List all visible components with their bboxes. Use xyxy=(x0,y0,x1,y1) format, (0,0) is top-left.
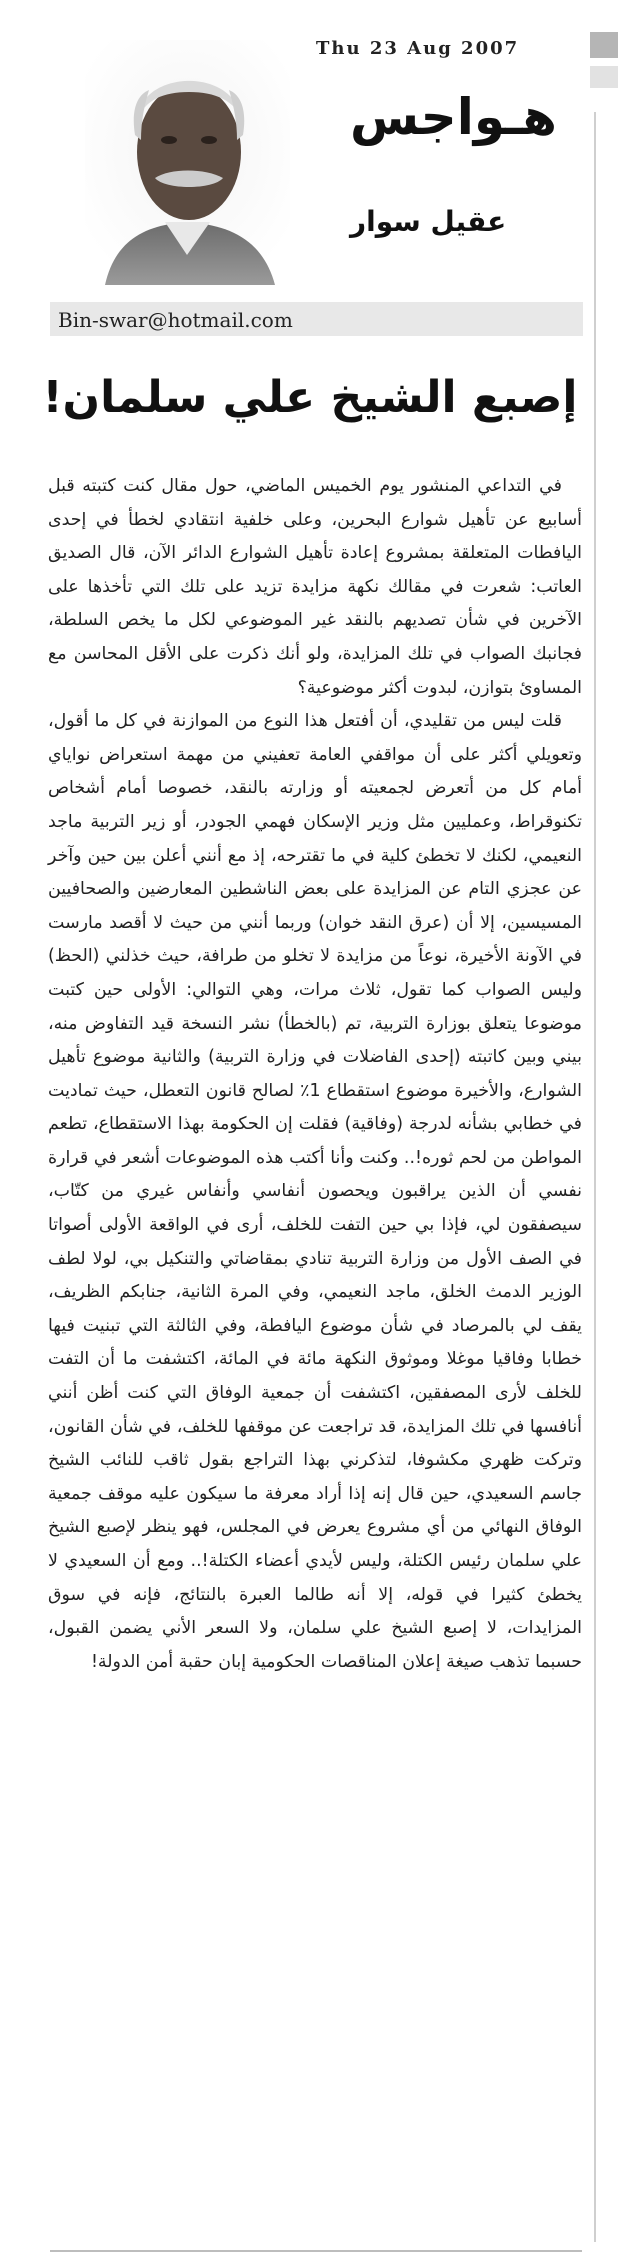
page-margin-decoration xyxy=(590,32,618,2242)
author-photo xyxy=(85,40,290,285)
margin-rule xyxy=(594,112,596,2242)
author-email-link[interactable]: Bin-swar@hotmail.com xyxy=(58,308,293,332)
article-body xyxy=(48,470,582,1679)
article-title: إصبع الشيخ علي سلمان! xyxy=(42,372,578,423)
article-paragraph: قلت ليس من تقليدي، أن أفتعل هذا النوع من الموازنة في كل ما أقول، وتعويلي أكثر على أن مواقفي العامة تعفيني من مهمة استعراض نواياي أمام كل من أتعرض لجمعيته أو وزارته بالنقد، خصوصا أمام أشخاص تكنوقراط، وعمليين مثل وزير الإسكان فهمي الجودر، أو زير التربية ماجد النعيمي، لكنك لا تخطئ كلية في ما تقترحه، إذ مع أنني أعلن بين حين وآخر عن عجزي التام عن المزايدة على بعض الناشطين المعارضين والصحافيين المسيسين، إلا أن (عرق النقد خوان) وربما أنني من حيث لا أقصد مارست في الآونة الأخيرة، نوعاً من مزايدة لا تخلو من طرافة، حيث خذلني (الحظ) وليس الصواب كما تقول، ثلاث مرات، وهي التوالي: الأولى حين كتبت موضوعا يتعلق بوزارة التربية، تم (بالخطأ) نشر النسخة قيد التفاوض منه، بيني وبين كاتبته (إحدى الفاضلات في وزارة التربية) والثانية موضوع تأهيل الشوارع، والأخيرة موضوع استقطاع 1٪ لصالح قانون التعطل، حيث تماديت في خطابي بشأنه لدرجة (وفاقية) فقلت إن الحكومة بهذا الاستقطاع، تطعم المواطن من لحم ثوره!.. وكنت وأنا أكتب هذه الموضوعات أشعر في قرارة نفسي أن الذين يراقبون ويحصون أنفاسي وأنفاس غيري من كتّاب، سيصفقون لي، فإذا بي حين التفت للخلف، أرى في الواقعة الأولى أصواتا في الصف الأول من وزارة التربية تنادي بمقاضاتي والتنكيل بي، لولا لطف الوزير الدمث الخلق، ماجد النعيمي، وفي المرة الثانية، جنابكم الظريف، يقف لي بالمرصاد في شأن موضوع اليافطة، وفي الثالثة التي تبنيت فيها خطابا وفاقيا موغلا وموثوق النكهة مائة في المائة، اكتشفت ما أن التفت للخلف لأرى المصفقين، اكتشفت أن جمعية الوفاق التي كنت أظن أنني أنافسها في تلك المزايدة، قد تراجعت عن موقفها للخلف، في شأن القانون، وتركت ظهري مكشوفا، لتذكرني بهذا التراجع بقول ثاقب للنائب الشيخ جاسم السعيدي، حين قال إنه إذا أراد معرفة ما سيكون عليه موقف جمعية الوفاق النهائي من أي مشروع يعرض في المجلس، فهو ينظر لإصبع الشيخ علي سلمان رئيس الكتلة، وليس لأيدي أعضاء الكتلة!.. ومع أن السعيدي لا يخطئ كثيرا في قوله، إلا أنه طالما العبرة بالنتائج، فإنه في سوق المزايدات، لا إصبع الشيخ علي سلمان، ولا السعر الأني يضمن القبول، حسبما تذهب صيغة إعلان المناقصات الحكومية إبان حقبة أمن الدولة! xyxy=(48,711,582,1672)
email-bar xyxy=(50,302,583,336)
margin-square-light xyxy=(590,66,618,88)
author-name: عقيل سوار xyxy=(350,205,507,238)
margin-square-dark xyxy=(590,32,618,58)
bottom-divider xyxy=(50,2250,582,2252)
column-name: هـواجس xyxy=(350,88,557,146)
author-portrait-image xyxy=(85,40,290,285)
article-header xyxy=(0,0,631,290)
publication-date: Thu 23 Aug 2007 xyxy=(316,38,520,59)
article-paragraph: في التداعي المنشور يوم الخميس الماضي، حول مقال كنت كتبته قبل أسابيع عن تأهيل شوارع البحرين، وعلى خلفية انتقادي لخطأ في إحدى اليافطات المتعلقة بمشروع إعادة تأهيل الشوارع الدائر الآن، قال الصديق العاتب: شعرت في مقالك نكهة مزايدة تزيد على تلك التي تأخذها على الآخرين في شأن تصديهم بالنقد غير الموضوعي لكل ما يخص السلطة، فجانبك الصواب في تلك المزايدة، ولو أنك ذكرت على الأقل المحاسن مع المساوئ بتوازن، لبدوت أكثر موضوعية؟ xyxy=(48,476,582,698)
